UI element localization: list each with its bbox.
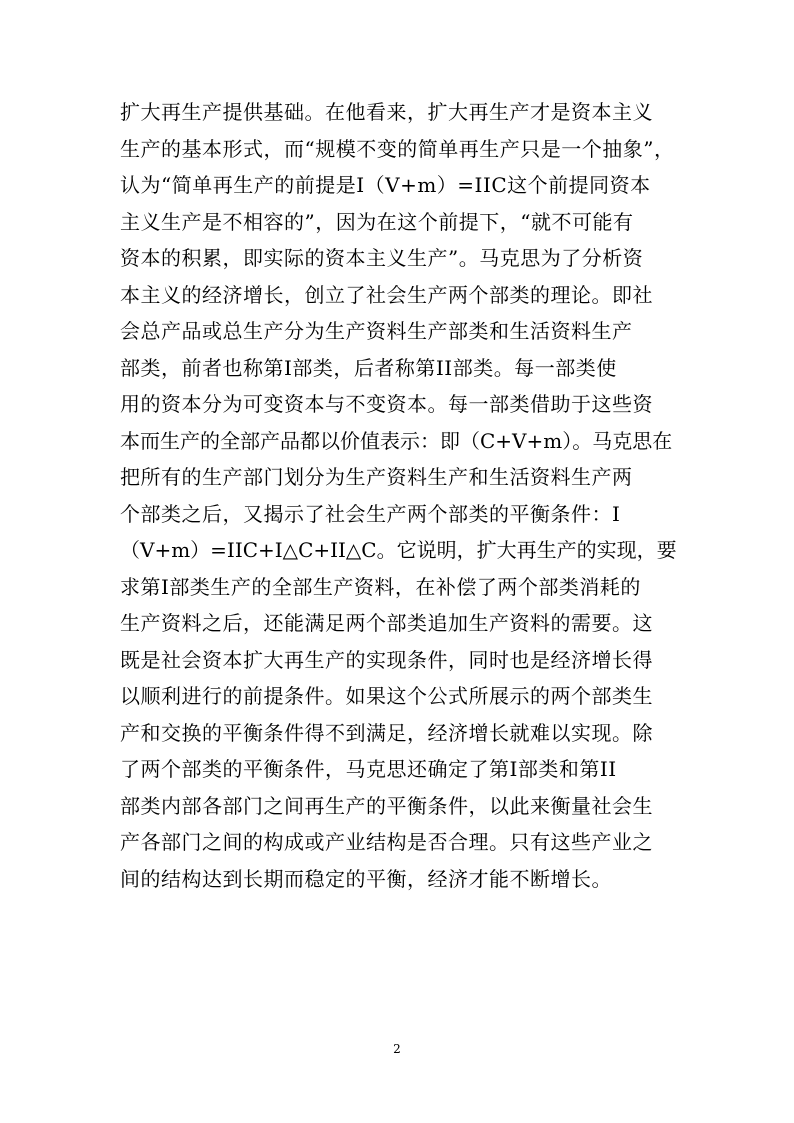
text-line: 产各部门之间的构成或产业结构是否合理。只有这些产业之 (120, 830, 653, 854)
text-line: 间的结构达到长期而稳定的平衡，经济才能不断增长。 (120, 866, 612, 891)
text-line: 生产的基本形式，而“规模不变的简单再生产只是一个抽象”， (120, 136, 675, 161)
text-line: （V+m）=IIC+Ⅰ△C+II△C。它说明，扩大再生产的实现，要 (120, 538, 677, 562)
text-line: 求第Ⅰ部类生产的全部生产资料，在补偿了两个部类消耗的 (120, 574, 641, 599)
text-line: 扩大再生产提供基础。在他看来，扩大再生产才是资本主义 (120, 100, 653, 124)
text-line: 既是社会资本扩大再生产的实现条件，同时也是经济增长得 (120, 647, 653, 672)
text-line: 用的资本分为可变资本与不变资本。每一部类借助于这些资 (120, 392, 653, 416)
text-line: 生产资料之后，还能满足两个部类追加生产资料的需要。这 (120, 611, 653, 635)
text-line: 本主义的经济增长，创立了社会生产两个部类的理论。即社 (120, 282, 653, 307)
page-number: 2 (393, 1042, 401, 1056)
text-line: 以顺利进行的前提条件。如果这个公式所展示的两个部类生 (120, 684, 653, 708)
text-line: 认为“简单再生产的前提是Ⅰ（V+m）=IIC这个前提同资本 (120, 173, 651, 197)
text-line: 会总产品或总生产分为生产资料生产部类和生活资料生产 (120, 319, 633, 343)
text-line: 了两个部类的平衡条件，马克思还确定了第Ⅰ部类和第II (120, 757, 617, 781)
text-line: 产和交换的平衡条件得不到满足，经济增长就难以实现。除 (120, 720, 653, 745)
text-line: 部类，前者也称第Ⅰ部类，后者称第II部类。每一部类使 (120, 355, 617, 380)
body-paragraph (120, 94, 680, 897)
text-line: 部类内部各部门之间再生产的平衡条件，以此来衡量社会生 (120, 793, 653, 818)
text-line: 把所有的生产部门划分为生产资料生产和生活资料生产两 (120, 465, 633, 489)
text-line: 资本的积累，即实际的资本主义生产”。马克思为了分析资 (120, 246, 644, 270)
text-line: 主义生产是不相容的”，因为在这个前提下，“就不可能有 (120, 209, 634, 234)
text-line: 本而生产的全部产品都以价值表示：即（C+V+m）。马克思在 (120, 428, 673, 453)
text-line: 个部类之后，又揭示了社会生产两个部类的平衡条件：Ⅰ (120, 501, 621, 526)
